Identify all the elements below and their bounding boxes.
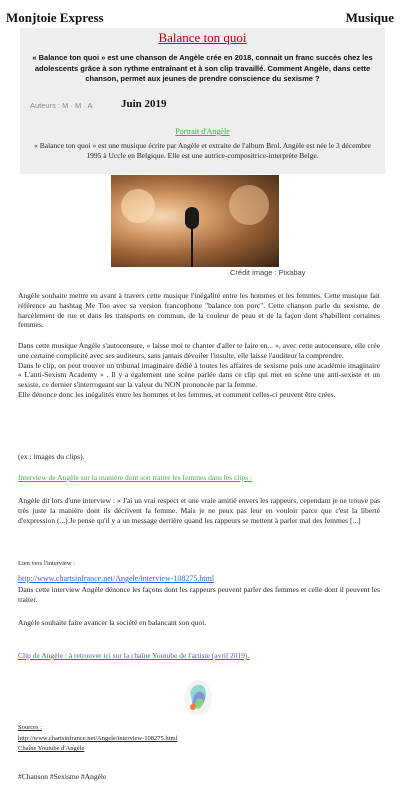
paragraph: Dans le clip, on peut trouver un tribunal imaginaire dédié à toutes les affaires de sexisme puis une académie imaginaire « L'anti-Sexism Academy » . Il y a également une scène parlée dans ce clip qui met en scène une anti-sexiste et un sexiste, ce dernier s'interrogeant sur la valeur du NON prononcée par la femme. — [18, 360, 380, 390]
article-body-3 — [18, 585, 380, 605]
quote-text: Angèle dit lors d'une interview : « J'ai un vrai respect et une vraie amitié envers les rappeurs, cependant je ne trouve pas très juste la manière dont ils décrivent la femme. Mais je ne peux pas leur en vouloir parce que c'est la liberté d'expression (...) Je pense qu'il y a un message derrière quand les rappeurs se mettent à parler mal des femmes [...] — [18, 496, 380, 525]
article-examples — [18, 452, 380, 462]
sources-label: Sources : — [18, 724, 43, 731]
bokeh-light — [229, 185, 269, 225]
paragraph: Dans cette interview Angèle dénonce les façons dont les rappeurs peuvent parler des femmes et celle dont il peuvent les traiter. — [18, 585, 380, 604]
article-date: Juin 2019 — [121, 98, 167, 110]
clip-link[interactable]: Clip de Angèle : à retrouver ici sur la chaîne Youtube de l'artiste (avril 2019). — [18, 651, 250, 660]
paragraph: Elle dénonce donc les inégalités entre les hommes et les femmes, et comment celles-ci peuvent être crées. — [18, 389, 336, 399]
colorful-abstract-logo-icon — [180, 676, 216, 720]
paragraph: (ex : images du clips). — [18, 452, 85, 461]
interview-link[interactable]: Interview de Angèle sur la manière dont son traiter les femmes dans les clips : — [18, 473, 253, 482]
portrait-link[interactable]: Portrait d'Angèle — [175, 127, 230, 136]
interview-link-label: Lien vers l'interview : — [18, 560, 75, 567]
article-summary-card — [20, 28, 385, 174]
paragraph: Dans cette musique Angèle s'autocensure, « laisse moi te chanter d'aller te faire en... », avec cette autocensure, elle crée une certaine complicité avec ses auditeurs, sans jamais dévoiler l'insulte, elle laisse l'auditeur la comprendre. — [18, 341, 380, 360]
article-body-4 — [18, 618, 380, 628]
section-title[interactable]: Musique — [345, 10, 394, 25]
source-link-2[interactable]: Chaîne Youtube d'Angèle — [18, 745, 85, 752]
article-tags[interactable]: #Chanson #Sexisme #Angèle — [18, 772, 107, 781]
article-body-1 — [18, 291, 380, 330]
paragraph: Angèle souhaite mettre en avant à travers cette musique l'inégalité entre les hommes et les femmes. Cette musique fait référence au hashtag Me Too avec sa version francophone "balance ton porc". Cette chanson parle du sexisme, de harcèlement de rue et dans les transports en commun, de la couleur de peau et de la façon dont s'habillent certaines femmes. — [18, 291, 380, 330]
site-header — [6, 10, 394, 28]
article-title: Balance ton quoi — [158, 30, 247, 45]
portrait-text: « Balance ton quoi » est une musique écrite par Angèle et extraite de l'album Brol. Angèle est née le 3 décembre 1995 à Uccle en Belgique. Elle est une autrice-compositrice-interprète Belge. — [34, 141, 371, 160]
interview-quote — [18, 496, 380, 525]
article-authors: Auteurs : M · M · A — [30, 101, 93, 110]
interview-url-link[interactable]: http://www.chartsinfrance.net/Angele/interview-108275.html — [18, 574, 215, 583]
source-link-1[interactable]: http://www.chartsinfrance.net/Angele/interview-108275.html — [18, 735, 178, 742]
article-body-2 — [18, 341, 380, 400]
microphone-icon — [185, 207, 199, 229]
microphone-photo — [111, 175, 279, 267]
bokeh-light — [121, 189, 155, 223]
mic-stand — [191, 227, 193, 267]
site-brand[interactable]: Monjtoie Express — [6, 10, 104, 25]
article-intro: « Balance ton quoi » est une chanson de Angèle crée en 2018, connait un franc succès chez les adolescents grâce à son rythme entraînant et à son clip travaillé. Comment Angèle, dans cette chanson, permet aux jeunes de prendre conscience du sexisme ? — [32, 53, 373, 83]
paragraph: Angèle souhaite faire avancer la société en balancant son quoi. — [18, 618, 207, 627]
image-credit: Crédit image : Pixabay — [230, 268, 306, 277]
